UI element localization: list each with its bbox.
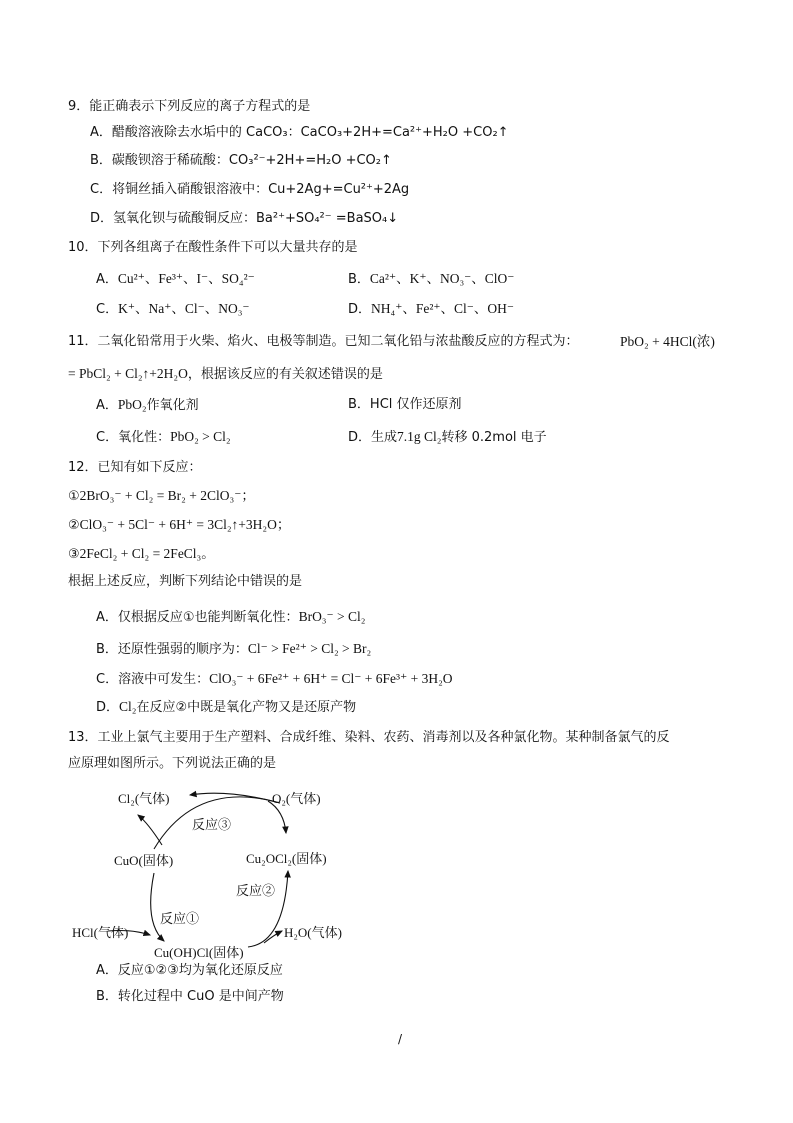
label-cu2ocl2-solid: Cu₂OCl₂(固体)	[246, 851, 327, 866]
q13-a-text: A．反应①②③均为氧化还原反应	[96, 963, 283, 978]
q9-option-b	[90, 152, 392, 170]
arrow-to-cl2	[190, 793, 280, 803]
q11-equation-line	[68, 365, 383, 384]
q11-d-formula: 7.1g Cl₂	[397, 429, 442, 444]
q13-b-text: B．转化过程中 CuO 是中间产物	[96, 989, 284, 1004]
q10-option-b	[348, 270, 514, 289]
q12-a-formula: BrO₃⁻ > Cl₂	[298, 609, 366, 624]
q11-eq2: = PbCl₂ + Cl₂↑+2H₂O	[68, 366, 188, 381]
q10-b-ions: Ca²⁺、K⁺、NO₃⁻、ClO⁻	[369, 271, 515, 286]
q11-d-text: 转移 0.2mol 电子	[441, 430, 547, 445]
q10-c-ions: K⁺、Na⁺、Cl⁻、NO₃⁻	[118, 301, 250, 316]
q12-b-text: B．还原性强弱的顺序为：	[96, 642, 248, 657]
q9-c-equation: Cu+2Ag+=Cu²⁺+2Ag	[268, 182, 410, 197]
label-o2-gas: O₂(气体)	[272, 791, 321, 806]
q10-d-ions: NH₄⁺、Fe²⁺、Cl⁻、OH⁻	[371, 301, 515, 316]
q11-b-text: B．HCl 仅作还原剂	[348, 397, 462, 412]
label-reaction-3: 反应③	[192, 817, 232, 832]
q12-reaction-1	[68, 487, 255, 506]
q12-c-text: C．溶液中可发生：	[96, 672, 210, 687]
q11-c-formula: PbO₂ > Cl₂	[170, 429, 231, 444]
q12-r3-number: ③	[68, 547, 80, 562]
q9-d-text: D．氢氧化钡与硫酸铜反应：	[90, 211, 257, 226]
q12-judge-text: 根据上述反应，判断下列结论中错误的是	[68, 574, 303, 589]
q10-stem	[68, 239, 358, 257]
q9-b-equation: CO₃²⁻+2H+=H₂O +CO₂↑	[228, 153, 392, 168]
label-cuohcl-solid: Cu(OH)Cl(固体)	[154, 945, 244, 960]
q12-b-formula: Cl⁻ > Fe²⁺ > Cl₂ > Br₂	[247, 641, 372, 656]
q12-r2-equation: ClO₃⁻ + 5Cl⁻ + 6H⁺ = 3Cl₂↑+3H₂O；	[79, 517, 291, 532]
q12-r1-equation: 2BrO₃⁻ + Cl₂ = Br₂ + 2ClO₃⁻；	[79, 488, 255, 503]
q12-r3-equation: 2FeCl₂ + Cl₂ = 2FeCl₃。	[79, 546, 215, 561]
page-number: /	[398, 1032, 403, 1046]
q13-stem-line2	[68, 755, 276, 773]
q12-r1-number: ①	[68, 489, 80, 504]
q9-a-equation: CaCO₃+2H+=Ca²⁺+H₂O +CO₂↑	[300, 125, 509, 140]
q12-stem-text: 12．已知有如下反应：	[68, 460, 202, 475]
q12-reaction-3	[68, 545, 215, 564]
q10-option-d	[348, 300, 514, 319]
q11-option-b	[348, 396, 462, 414]
label-reaction-2: 反应②	[236, 883, 276, 898]
q9-stem	[68, 98, 310, 116]
q11-a-label: A．	[96, 398, 118, 413]
q12-judge-stem	[68, 573, 302, 591]
q12-option-b	[96, 640, 371, 659]
q13-option-b	[96, 988, 284, 1006]
arrow-cl2-out	[138, 815, 162, 845]
q12-d-text: 在反应②中既是氧化产物又是还原产物	[136, 700, 357, 715]
q11-a-formula: PbO₂	[117, 397, 147, 412]
q11-option-c	[96, 428, 231, 447]
q12-option-c	[96, 670, 453, 689]
q13-stem-line1	[68, 729, 670, 747]
q12-d-formula: Cl₂	[119, 699, 137, 714]
q11-stem	[68, 333, 579, 351]
q12-a-text: A．仅根据反应①也能判断氧化性：	[96, 610, 299, 625]
q11-c-label: C．氧化性：	[96, 430, 171, 445]
q11-option-d	[348, 428, 547, 447]
q13-stem1-text: 13．工业上氯气主要用于生产塑料、合成纤维、染料、农药、消毒剂以及各种氯化物。某种制备氯气的反	[68, 730, 670, 745]
label-cuo-solid: CuO(固体)	[114, 853, 174, 868]
q10-a-ions: Cu²⁺、Fe³⁺、I⁻、SO₄²⁻	[117, 271, 255, 286]
label-reaction-1: 反应①	[160, 911, 200, 926]
q10-option-c	[96, 300, 250, 319]
q9-b-text: B．碳酸钡溶于稀硫酸：	[90, 153, 229, 168]
q10-c-label: C．	[96, 302, 119, 317]
q12-reaction-2	[68, 516, 290, 535]
q10-d-label: D．	[348, 302, 372, 317]
q10-stem-text: 10．下列各组离子在酸性条件下可以大量共存的是	[68, 240, 358, 255]
q11-option-a	[96, 396, 199, 415]
q11-equation-part1	[620, 333, 715, 351]
q11-stem-text: 11．二氧化铅常用于火柴、焰火、电极等制造。已知二氧化铅与浓盐酸反应的方程式为：	[68, 334, 579, 349]
q9-stem-text: 9．能正确表示下列反应的离子方程式的是	[68, 99, 311, 114]
q9-option-a	[90, 124, 509, 142]
label-h2o-gas: H₂O(气体)	[284, 925, 342, 940]
q9-c-text: C．将铜丝插入硝酸银溶液中：	[90, 182, 269, 197]
q11-eq1: PbO₂ + 4HCl(浓)	[620, 334, 715, 349]
q11-stem2: ，根据该反应的有关叙述错误的是	[187, 367, 383, 382]
q12-stem	[68, 459, 202, 477]
label-hcl-gas: HCl(气体)	[72, 925, 129, 940]
q10-option-a	[96, 270, 255, 289]
q12-d-label: D．	[96, 700, 120, 715]
q13-option-a	[96, 962, 283, 980]
q10-a-label: A．	[96, 272, 118, 287]
label-cl2-gas: Cl₂(气体)	[118, 791, 170, 806]
arc-reaction-1	[151, 873, 164, 941]
q12-r2-number: ②	[68, 518, 80, 533]
q12-option-a	[96, 608, 365, 627]
q9-d-equation: Ba²⁺+SO₄²⁻ =BaSO₄↓	[256, 211, 399, 226]
arrow-h2o-out	[264, 931, 282, 943]
q13-reaction-cycle-diagram	[68, 783, 368, 963]
q11-a-text: 作氧化剂	[146, 398, 199, 413]
q12-c-formula: ClO₃⁻ + 6Fe²⁺ + 6H⁺ = Cl⁻ + 6Fe³⁺ + 3H₂O	[209, 671, 453, 686]
q9-option-d	[90, 210, 398, 228]
q9-a-text: A．醋酸溶液除去水垢中的 CaCO₃：	[90, 125, 301, 140]
q11-d-label: D．生成	[348, 430, 398, 445]
q12-option-d	[96, 698, 356, 717]
q9-option-c	[90, 181, 409, 199]
q13-stem2-text: 应原理如图所示。下列说法正确的是	[68, 756, 277, 771]
q10-b-label: B．	[348, 272, 370, 287]
